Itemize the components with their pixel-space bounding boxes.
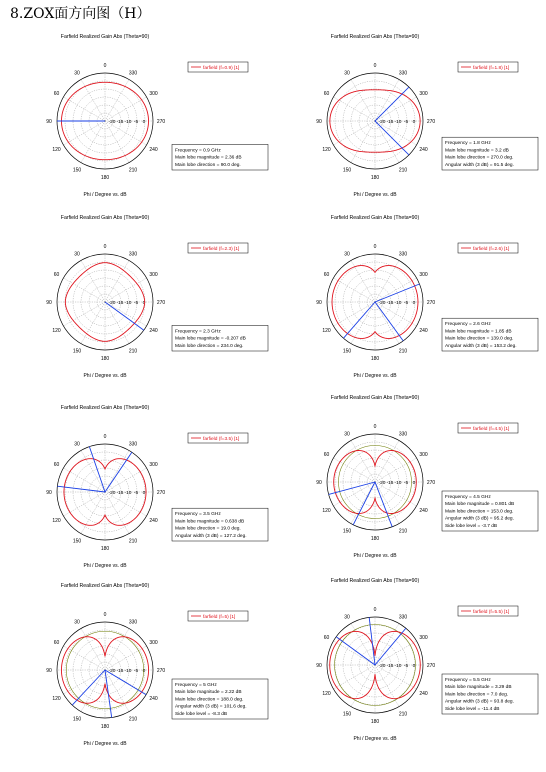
grid-spoke (375, 641, 417, 665)
angle-tick-label: 150 (72, 716, 82, 723)
x-axis-label: Phi / Degree vs. dB (83, 563, 127, 569)
info-line: Main lobe direction = 270.0 deg. (445, 155, 514, 161)
radial-tick-label: -20 (108, 491, 116, 496)
angle-tick-label: 240 (419, 328, 428, 334)
grid-spoke (375, 623, 399, 665)
legend (458, 423, 518, 433)
angle-tick-label: 0 (103, 612, 107, 618)
main-lobe-line (105, 302, 144, 330)
info-box (442, 491, 538, 531)
angle-tick-label: 90 (46, 668, 52, 674)
x-axis-label: Phi / Degree vs. dB (83, 741, 127, 747)
info-line: Main lobe direction = 90.0 deg. (175, 162, 241, 168)
radial-tick-label: -10 (394, 664, 402, 669)
info-box (172, 144, 268, 170)
angle-tick-label: 150 (342, 711, 352, 718)
grid-spoke (63, 670, 105, 694)
angle-tick-label: 90 (316, 300, 322, 306)
angle-tick-label: 0 (373, 63, 377, 69)
radial-tick-label: 0 (412, 120, 416, 125)
grid-spoke (105, 97, 147, 121)
grid-spoke (105, 302, 129, 344)
main-lobe-line (72, 670, 105, 705)
radial-tick-label: -20 (108, 120, 116, 125)
info-line: Side lobe level = -3.7 dB (445, 523, 498, 529)
radial-tick-label: -20 (108, 669, 116, 674)
info-line: Frequency = 2.6 GHz (445, 322, 491, 328)
radial-tick-label: -20 (378, 664, 386, 669)
angle-tick-label: 90 (46, 119, 52, 125)
radial-tick-label: 0 (142, 120, 146, 125)
angle-tick-label: 0 (103, 244, 107, 250)
grid-spoke (105, 79, 129, 121)
radial-tick-label: -15 (116, 120, 124, 125)
chart-title: Farfield Realized Gain Abs (Theta=90) (330, 215, 420, 221)
info-line: Angular width (3 dB) = 95.2 deg. (445, 516, 514, 522)
grid-spoke (333, 121, 375, 145)
radial-tick-label: -20 (378, 301, 386, 306)
angle-tick-label: 30 (74, 441, 80, 448)
radial-tick-label: -15 (116, 669, 124, 674)
radial-tick-label: -5 (133, 301, 139, 306)
legend (188, 433, 248, 443)
main-lobe-line (344, 302, 375, 338)
grid-spoke (375, 482, 399, 524)
radial-tick-label: -10 (124, 120, 132, 125)
farfield-chart-5p5ghz (270, 568, 540, 743)
angle-tick-label: 150 (342, 348, 352, 355)
angle-tick-label: 300 (419, 452, 428, 458)
info-line: Main lobe magnitude = 3.2 dB (445, 148, 509, 154)
angle-tick-label: 330 (128, 441, 138, 448)
angle-tick-label: 120 (322, 508, 331, 514)
info-line: Angular width (3 dB) = 101.6 deg. (175, 704, 247, 710)
angle-tick-label: 90 (316, 119, 322, 125)
angle-tick-label: 150 (342, 167, 352, 174)
radial-tick-label: -10 (394, 120, 402, 125)
info-line: Frequency = 0.9 GHz (175, 148, 221, 154)
radial-tick-label: -15 (386, 481, 394, 486)
info-line: Main lobe magnitude = 1.85 dB (445, 329, 512, 335)
radial-tick-label: -20 (378, 481, 386, 486)
grid-spoke (63, 278, 105, 302)
angle-tick-label: 210 (398, 711, 408, 718)
x-axis-label: Phi / Degree vs. dB (353, 553, 397, 559)
main-lobe-line (329, 482, 375, 494)
info-line: Angular width (3 dB) = 127.2 deg. (175, 533, 247, 539)
radial-tick-label: -15 (386, 301, 394, 306)
angle-tick-label: 240 (419, 508, 428, 514)
angle-tick-label: 300 (149, 91, 158, 97)
x-axis-label: Phi / Degree vs. dB (353, 373, 397, 379)
farfield-chart-3p5ghz (0, 395, 270, 570)
info-box (442, 318, 538, 351)
farfield-chart-1p8ghz (270, 24, 540, 199)
angle-tick-label: 60 (53, 91, 60, 97)
grid-spoke (333, 641, 375, 665)
grid-spoke (351, 121, 375, 163)
radial-tick-label: 0 (142, 491, 146, 496)
x-axis-label: Phi / Degree vs. dB (83, 373, 127, 379)
grid-spoke (375, 440, 399, 482)
radial-tick-label: -15 (116, 491, 124, 496)
angle-tick-label: 0 (103, 434, 107, 440)
info-line: Main lobe direction = 139.0 deg. (445, 336, 514, 342)
info-line: Main lobe direction = 19.0 deg. (175, 526, 241, 532)
info-line: Side lobe level = -11.4 dB (445, 706, 500, 712)
info-line: Frequency = 5.5 GHz (445, 678, 491, 683)
grid-spoke (105, 646, 147, 670)
info-line: Main lobe magnitude = 0.638 dB (175, 519, 245, 525)
farfield-chart-4p5ghz (270, 385, 540, 560)
angle-tick-label: 330 (128, 70, 138, 77)
angle-tick-label: 330 (398, 431, 408, 438)
angle-tick-label: 30 (344, 614, 350, 621)
farfield-chart-5ghz (0, 573, 270, 748)
chart-title: Farfield Realized Gain Abs (Theta=90) (60, 34, 150, 40)
angle-tick-label: 60 (53, 272, 60, 278)
chart-title: Farfield Realized Gain Abs (Theta=90) (330, 578, 420, 584)
angle-tick-label: 210 (128, 538, 138, 545)
info-line: Angular width (3 dB) = 91.5 deg. (445, 162, 514, 168)
grid-spoke (105, 628, 129, 670)
angle-tick-label: 240 (419, 147, 428, 153)
angle-tick-label: 300 (149, 462, 158, 468)
angle-tick-label: 330 (128, 251, 138, 258)
radial-tick-label: -5 (403, 481, 409, 486)
angle-tick-label: 150 (72, 167, 82, 174)
info-line: Frequency = 3.5 GHz (175, 512, 221, 518)
grid-spoke (105, 278, 147, 302)
angle-tick-label: 30 (74, 619, 80, 626)
angle-tick-label: 210 (398, 167, 408, 174)
main-lobe-line (336, 637, 375, 665)
legend-label: farfield (f=2.6) [1] (473, 247, 510, 253)
angle-tick-label: 180 (370, 356, 380, 362)
info-line: Main lobe magnitude = 0.801 dB (445, 502, 515, 508)
grid-spoke (63, 121, 105, 145)
angle-tick-label: 330 (128, 619, 138, 626)
chart-title: Farfield Realized Gain Abs (Theta=90) (60, 215, 150, 221)
angle-tick-label: 210 (398, 528, 408, 535)
legend-label: farfield (f=5.5) [1] (473, 610, 510, 616)
grid-spoke (333, 97, 375, 121)
angle-tick-label: 0 (373, 424, 377, 430)
angle-tick-label: 300 (419, 272, 428, 278)
info-line: Main lobe magnitude = 2.36 dB (175, 155, 242, 161)
chart-title: Farfield Realized Gain Abs (Theta=90) (330, 34, 420, 40)
angle-tick-label: 210 (128, 348, 138, 355)
angle-tick-label: 90 (316, 663, 322, 669)
farfield-chart-0p9ghz (0, 24, 270, 199)
angle-tick-label: 60 (323, 452, 330, 458)
info-line: Frequency = 4.5 GHz (445, 495, 491, 500)
radial-tick-label: -5 (403, 301, 409, 306)
angle-tick-label: 270 (156, 119, 166, 125)
angle-tick-label: 300 (419, 635, 428, 641)
radial-tick-label: -10 (394, 481, 402, 486)
angle-tick-label: 0 (373, 244, 377, 250)
grid-spoke (81, 260, 105, 302)
grid-spoke (81, 628, 105, 670)
info-line: Angular width (3 dB) = 93.8 deg. (445, 699, 514, 705)
legend-label: farfield (f=4.5) [1] (473, 427, 510, 433)
angle-tick-label: 120 (52, 147, 61, 153)
angle-tick-label: 180 (370, 175, 380, 181)
angle-tick-label: 210 (128, 716, 138, 723)
grid-spoke (375, 278, 417, 302)
angle-tick-label: 0 (373, 607, 377, 613)
radial-tick-label: -10 (124, 491, 132, 496)
info-box (172, 325, 268, 351)
info-line: Main lobe direction = 153.0 deg. (445, 509, 514, 515)
angle-tick-label: 240 (149, 518, 158, 524)
info-line: Frequency = 1.8 GHz (445, 141, 491, 147)
x-axis-label: Phi / Degree vs. dB (83, 192, 127, 198)
legend (188, 243, 248, 253)
info-line: Main lobe magnitude = 2.22 dB (175, 690, 242, 696)
main-lobe-line (89, 447, 105, 492)
angle-tick-label: 270 (156, 668, 166, 674)
radial-tick-label: 0 (142, 301, 146, 306)
page-title: 8.ZOX面方向图（H） (10, 6, 151, 22)
angle-tick-label: 210 (128, 167, 138, 174)
grid-spoke (105, 121, 129, 163)
radial-tick-label: 0 (412, 664, 416, 669)
legend (188, 611, 248, 621)
farfield-chart-2p3ghz (0, 205, 270, 380)
radial-tick-label: -5 (133, 491, 139, 496)
angle-tick-label: 90 (316, 480, 322, 486)
info-box (172, 508, 268, 541)
angle-tick-label: 270 (426, 300, 436, 306)
radial-tick-label: -5 (403, 120, 409, 125)
angle-tick-label: 60 (53, 462, 60, 468)
info-line: Frequency = 2.3 GHz (175, 329, 221, 335)
angle-tick-label: 120 (52, 696, 61, 702)
radial-tick-label: -15 (386, 664, 394, 669)
grid-spoke (105, 260, 129, 302)
angle-tick-label: 270 (156, 490, 166, 496)
info-line: Main lobe magnitude = 3.29 dB (445, 685, 512, 691)
radial-tick-label: -20 (108, 301, 116, 306)
radial-tick-label: -10 (124, 669, 132, 674)
grid-spoke (81, 492, 105, 534)
info-line: Angular width (3 dB) = 153.2 deg. (445, 343, 517, 349)
radial-tick-label: 0 (142, 669, 146, 674)
grid-spoke (333, 302, 375, 326)
grid-spoke (81, 670, 105, 712)
chart-title: Farfield Realized Gain Abs (Theta=90) (60, 583, 150, 589)
angle-tick-label: 90 (46, 490, 52, 496)
legend-label: farfield (f=0.9) [1] (203, 66, 240, 72)
grid-spoke (63, 302, 105, 326)
angle-tick-label: 330 (398, 614, 408, 621)
legend (458, 606, 518, 616)
angle-tick-label: 240 (149, 696, 158, 702)
grid-spoke (63, 97, 105, 121)
grid-spoke (105, 670, 129, 712)
angle-tick-label: 240 (149, 328, 158, 334)
legend (458, 243, 518, 253)
main-lobe-line (375, 302, 403, 341)
angle-tick-label: 330 (398, 70, 408, 77)
info-line: Main lobe direction = 188.0 deg. (175, 697, 244, 703)
info-line: Side lobe level = -8.3 dB (175, 711, 228, 717)
angle-tick-label: 120 (52, 328, 61, 334)
grid-spoke (351, 665, 375, 707)
main-lobe-line (375, 87, 409, 121)
info-line: Frequency = 5 GHz (175, 683, 217, 688)
angle-tick-label: 60 (323, 635, 330, 641)
grid-spoke (351, 623, 375, 665)
angle-tick-label: 120 (322, 691, 331, 697)
angle-tick-label: 180 (370, 719, 380, 725)
angle-tick-label: 60 (323, 91, 330, 97)
main-lobe-line (105, 452, 132, 492)
angle-tick-label: 270 (426, 480, 436, 486)
angle-tick-label: 60 (323, 272, 330, 278)
legend-label: farfield (f=5) [1] (203, 615, 236, 621)
radial-tick-label: -5 (133, 669, 139, 674)
grid-spoke (105, 450, 129, 492)
info-box (442, 137, 538, 170)
angle-tick-label: 150 (72, 348, 82, 355)
legend-label: farfield (f=1.8) [1] (473, 66, 510, 72)
grid-spoke (333, 278, 375, 302)
angle-tick-label: 270 (156, 300, 166, 306)
angle-tick-label: 120 (52, 518, 61, 524)
angle-tick-label: 90 (46, 300, 52, 306)
legend-label: farfield (f=2.3) [1] (203, 247, 240, 253)
grid-spoke (81, 302, 105, 344)
legend (188, 62, 248, 72)
angle-tick-label: 120 (322, 147, 331, 153)
grid-spoke (351, 440, 375, 482)
angle-tick-label: 60 (53, 640, 60, 646)
angle-tick-label: 150 (342, 528, 352, 535)
angle-tick-label: 180 (100, 175, 110, 181)
angle-tick-label: 30 (74, 251, 80, 258)
radial-tick-label: 0 (412, 481, 416, 486)
grid-spoke (333, 665, 375, 689)
farfield-chart-2p6ghz (270, 205, 540, 380)
angle-tick-label: 270 (426, 663, 436, 669)
grid-spoke (81, 121, 105, 163)
radial-tick-label: 0 (412, 301, 416, 306)
grid-spoke (105, 492, 129, 534)
angle-tick-label: 30 (344, 70, 350, 77)
angle-tick-label: 30 (344, 431, 350, 438)
angle-tick-label: 210 (398, 348, 408, 355)
angle-tick-label: 330 (398, 251, 408, 258)
info-line: Main lobe magnitude = -0.207 dB (175, 336, 246, 342)
angle-tick-label: 150 (72, 538, 82, 545)
angle-tick-label: 180 (100, 356, 110, 362)
chart-title: Farfield Realized Gain Abs (Theta=90) (330, 395, 420, 401)
legend-label: farfield (f=3.5) [1] (203, 437, 240, 443)
radial-tick-label: -5 (403, 664, 409, 669)
angle-tick-label: 180 (100, 724, 110, 730)
radial-tick-label: -5 (133, 120, 139, 125)
angle-tick-label: 120 (322, 328, 331, 334)
grid-spoke (375, 665, 399, 707)
radial-tick-label: -20 (378, 120, 386, 125)
radial-tick-label: -15 (116, 301, 124, 306)
main-lobe-line (375, 284, 420, 302)
radial-tick-label: -10 (124, 301, 132, 306)
angle-tick-label: 240 (149, 147, 158, 153)
angle-tick-label: 30 (74, 70, 80, 77)
info-box (172, 679, 268, 719)
radial-tick-label: -10 (394, 301, 402, 306)
grid-spoke (63, 646, 105, 670)
angle-tick-label: 30 (344, 251, 350, 258)
radial-tick-label: -15 (386, 120, 394, 125)
angle-tick-label: 300 (419, 91, 428, 97)
info-box (442, 674, 538, 714)
x-axis-label: Phi / Degree vs. dB (353, 736, 397, 742)
angle-tick-label: 180 (370, 536, 380, 542)
info-line: Main lobe direction = 234.0 deg. (175, 343, 244, 349)
angle-tick-label: 300 (149, 272, 158, 278)
angle-tick-label: 270 (426, 119, 436, 125)
legend (458, 62, 518, 72)
grid-spoke (351, 79, 375, 121)
x-axis-label: Phi / Degree vs. dB (353, 192, 397, 198)
angle-tick-label: 300 (149, 640, 158, 646)
grid-spoke (81, 79, 105, 121)
angle-tick-label: 0 (103, 63, 107, 69)
main-lobe-line (375, 121, 409, 155)
angle-tick-label: 180 (100, 546, 110, 552)
info-line: Main lobe direction = 7.0 deg. (445, 692, 509, 698)
chart-title: Farfield Realized Gain Abs (Theta=90) (60, 405, 150, 411)
angle-tick-label: 240 (419, 691, 428, 697)
